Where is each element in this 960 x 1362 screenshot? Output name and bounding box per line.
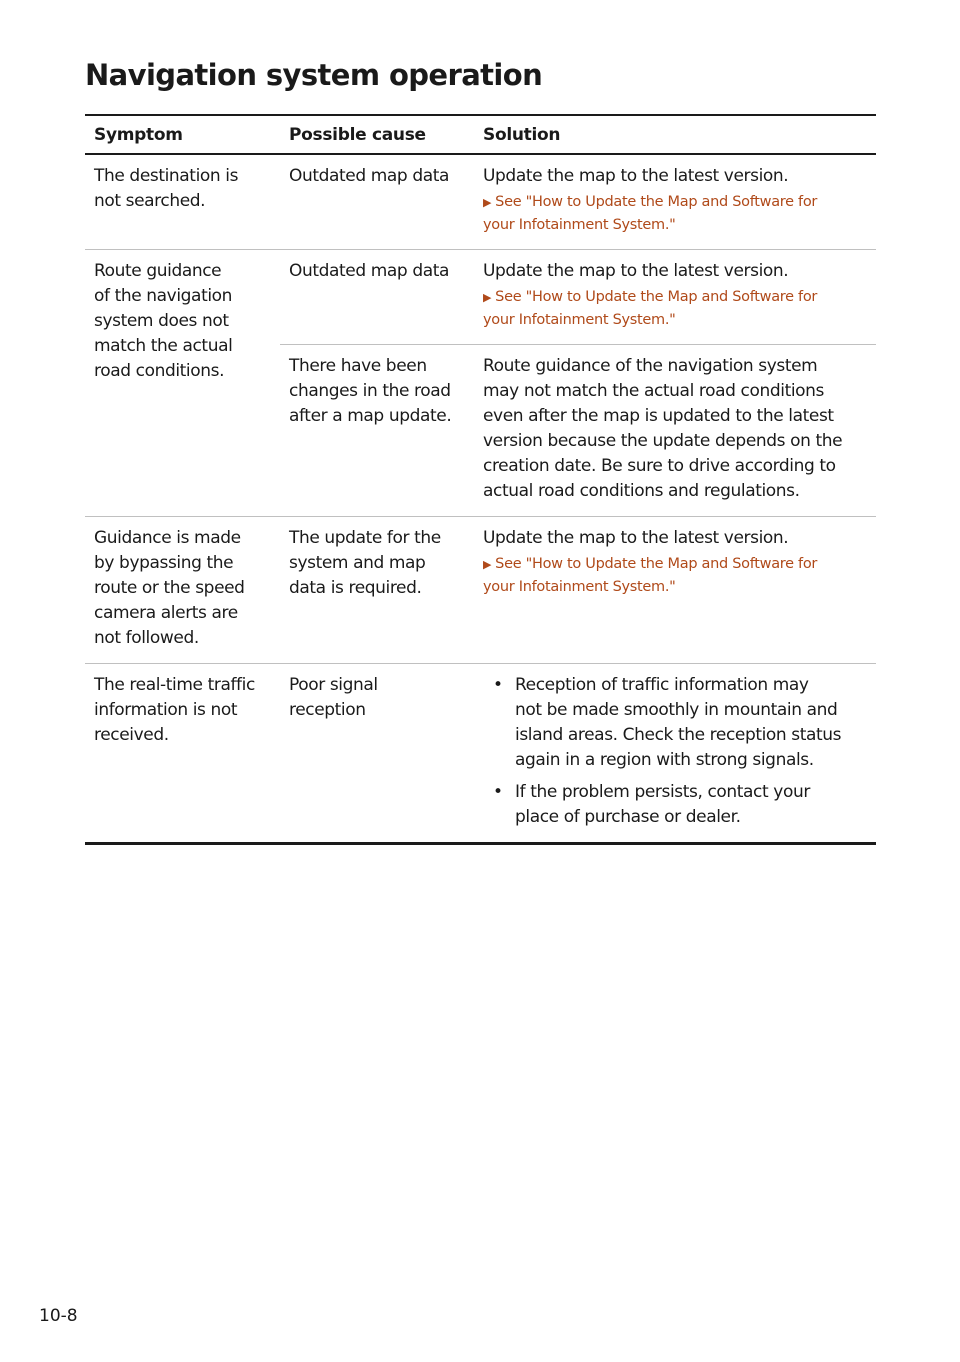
solution-text: place of purchase or dealer. xyxy=(515,807,741,827)
solution-text: creation date. Be sure to drive according to xyxy=(483,456,836,476)
cause-text: Poor signal xyxy=(289,675,378,695)
symptom-cell xyxy=(85,154,280,250)
list-item xyxy=(483,673,870,773)
solution-text: If the problem persists, contact your xyxy=(515,782,810,802)
reference-text: your Infotainment System." xyxy=(483,312,676,328)
symptom-text: Guidance is made xyxy=(94,528,241,548)
solution-cell xyxy=(474,345,876,517)
cause-cell xyxy=(280,664,474,844)
arrow-right-icon: ▶ xyxy=(483,558,492,571)
cause-cell xyxy=(280,345,474,517)
reference-text: See "How to Update the Map and Software for xyxy=(495,556,818,572)
solution-cell xyxy=(474,154,876,250)
bullet-icon: • xyxy=(493,782,503,802)
solution-text: again in a region with strong signals. xyxy=(515,750,814,770)
page-title: Navigation system operation xyxy=(85,58,543,92)
symptom-text: by bypassing the xyxy=(94,553,234,573)
table-row xyxy=(85,154,876,250)
solution-text: actual road conditions and regulations. xyxy=(483,481,800,501)
header-possible-cause: Possible cause xyxy=(280,115,474,154)
cause-text: The update for the xyxy=(289,528,441,548)
symptom-text: camera alerts are xyxy=(94,603,238,623)
symptom-text: road conditions. xyxy=(94,361,225,381)
symptom-text: not searched. xyxy=(94,191,206,211)
solution-text: Update the map to the latest version. xyxy=(483,166,789,186)
arrow-right-icon: ▶ xyxy=(483,196,492,209)
cause-cell xyxy=(280,154,474,250)
cause-text: Outdated map data xyxy=(289,261,450,281)
symptom-cell xyxy=(85,517,280,664)
symptom-text: not followed. xyxy=(94,628,199,648)
symptom-text: received. xyxy=(94,725,169,745)
symptom-cell xyxy=(85,664,280,844)
symptom-text: match the actual xyxy=(94,336,233,356)
table-header-row xyxy=(85,115,876,154)
list-item xyxy=(483,780,870,830)
solution-text: Reception of traffic information may xyxy=(515,675,809,695)
symptom-text: information is not xyxy=(94,700,238,720)
solution-text: not be made smoothly in mountain and xyxy=(515,700,838,720)
cause-text: Outdated map data xyxy=(289,166,450,186)
reference-text: See "How to Update the Map and Software for xyxy=(495,289,818,305)
symptom-text: route or the speed xyxy=(94,578,245,598)
cause-text: after a map update. xyxy=(289,406,452,426)
solution-text: even after the map is updated to the latest xyxy=(483,406,834,426)
solution-text: may not match the actual road conditions xyxy=(483,381,824,401)
cause-cell xyxy=(280,250,474,345)
arrow-right-icon: ▶ xyxy=(483,291,492,304)
solution-text: island areas. Check the reception status xyxy=(515,725,842,745)
solution-text: Update the map to the latest version. xyxy=(483,261,789,281)
troubleshooting-table xyxy=(85,114,876,845)
bullet-icon: • xyxy=(493,675,503,695)
solution-cell xyxy=(474,250,876,345)
reference-text: your Infotainment System." xyxy=(483,579,676,595)
cause-text: changes in the road xyxy=(289,381,451,401)
solution-bullet-list xyxy=(483,673,870,830)
symptom-text: of the navigation xyxy=(94,286,233,306)
header-solution: Solution xyxy=(474,115,876,154)
page-number: 10-8 xyxy=(39,1306,78,1326)
solution-cell xyxy=(474,664,876,844)
solution-text: version because the update depends on the xyxy=(483,431,843,451)
cause-cell xyxy=(280,517,474,664)
symptom-text: The destination is xyxy=(94,166,239,186)
cause-text: There have been xyxy=(289,356,427,376)
table-row xyxy=(85,250,876,345)
reference-link[interactable] xyxy=(483,553,870,599)
reference-link[interactable] xyxy=(483,286,870,332)
reference-text: your Infotainment System." xyxy=(483,217,676,233)
symptom-cell xyxy=(85,250,280,517)
solution-cell xyxy=(474,517,876,664)
cause-text: reception xyxy=(289,700,366,720)
symptom-text: The real-time traffic xyxy=(94,675,255,695)
reference-text: See "How to Update the Map and Software for xyxy=(495,194,818,210)
table-row xyxy=(85,517,876,664)
solution-text: Update the map to the latest version. xyxy=(483,528,789,548)
table-row xyxy=(85,664,876,844)
header-symptom: Symptom xyxy=(85,115,280,154)
reference-link[interactable] xyxy=(483,191,870,237)
symptom-text: Route guidance xyxy=(94,261,222,281)
solution-text: Route guidance of the navigation system xyxy=(483,356,818,376)
cause-text: data is required. xyxy=(289,578,422,598)
symptom-text: system does not xyxy=(94,311,229,331)
cause-text: system and map xyxy=(289,553,426,573)
